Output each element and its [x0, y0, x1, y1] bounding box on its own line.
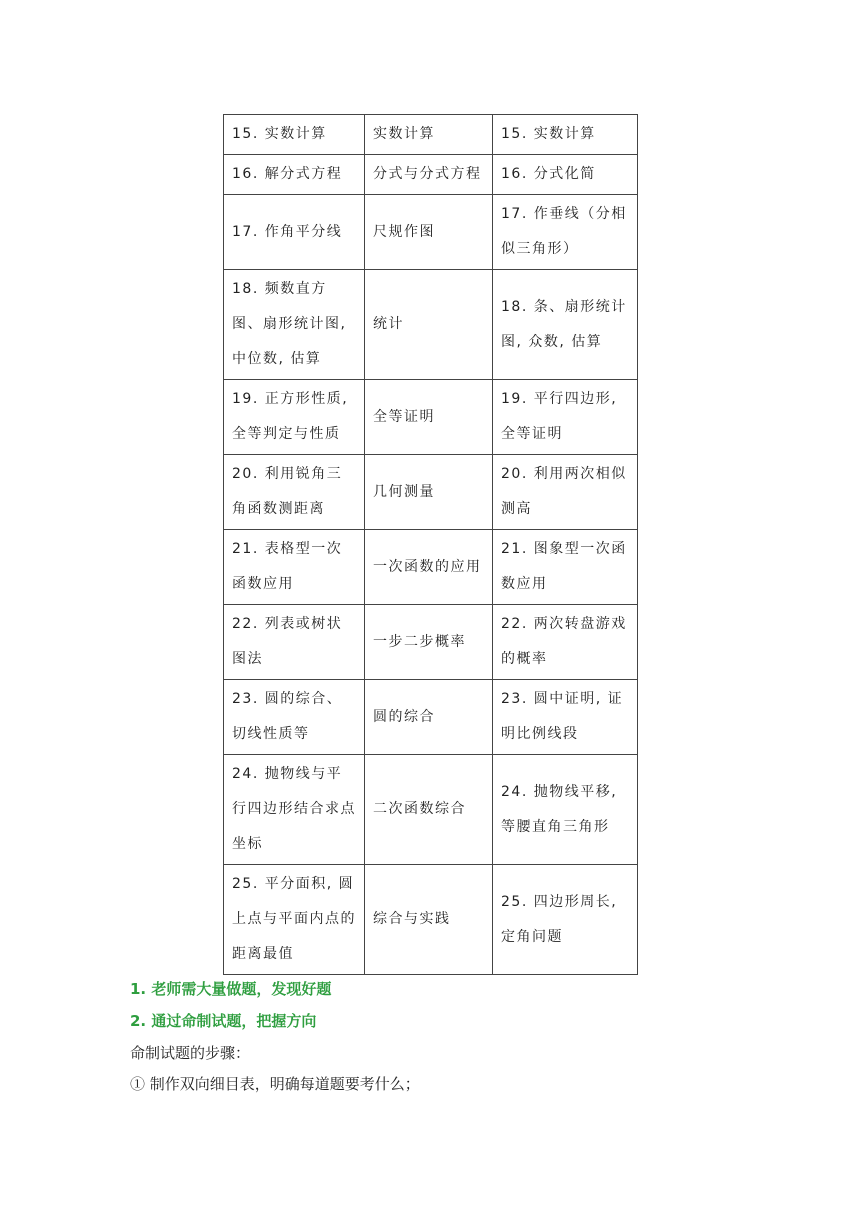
table-row — [224, 195, 638, 270]
table-cell: 18. 频数直方图、扇形统计图, 中位数, 估算 — [224, 270, 365, 380]
table-cell: 21. 图象型一次函数应用 — [493, 530, 638, 605]
table-cell: 20. 利用锐角三角函数测距离 — [224, 455, 365, 530]
table-cell: 24. 抛物线平移, 等腰直角三角形 — [493, 755, 638, 865]
table-row — [224, 115, 638, 155]
table-row — [224, 530, 638, 605]
table-cell: 24. 抛物线与平行四边形结合求点坐标 — [224, 755, 365, 865]
table-cell: 17. 作垂线（分相似三角形） — [493, 195, 638, 270]
table-cell: 全等证明 — [365, 380, 493, 455]
heading-1: 1. 老师需大量做题，发现好题 — [130, 980, 332, 998]
table-row — [224, 270, 638, 380]
table-cell: 15. 实数计算 — [224, 115, 365, 155]
table-cell: 一次函数的应用 — [365, 530, 493, 605]
table-row — [224, 455, 638, 530]
table-cell: 23. 圆中证明, 证明比例线段 — [493, 680, 638, 755]
comparison-table — [223, 114, 638, 975]
table-body — [224, 115, 638, 975]
table-cell: 21. 表格型一次函数应用 — [224, 530, 365, 605]
table-cell: 尺规作图 — [365, 195, 493, 270]
table-cell: 15. 实数计算 — [493, 115, 638, 155]
table-cell: 二次函数综合 — [365, 755, 493, 865]
table-cell: 统计 — [365, 270, 493, 380]
table-cell: 分式与分式方程 — [365, 155, 493, 195]
table-cell: 25. 四边形周长, 定角问题 — [493, 865, 638, 975]
table-cell: 19. 正方形性质, 全等判定与性质 — [224, 380, 365, 455]
table-cell: 实数计算 — [365, 115, 493, 155]
steps-intro: 命制试题的步骤： — [130, 1044, 251, 1062]
table-row — [224, 380, 638, 455]
step-1: ① 制作双向细目表，明确每道题要考什么； — [130, 1075, 420, 1093]
table-cell: 22. 列表或树状图法 — [224, 605, 365, 680]
table-cell: 22. 两次转盘游戏的概率 — [493, 605, 638, 680]
table-row — [224, 680, 638, 755]
table-row — [224, 155, 638, 195]
table-cell: 25. 平分面积, 圆上点与平面内点的距离最值 — [224, 865, 365, 975]
table-cell: 一步二步概率 — [365, 605, 493, 680]
table-row — [224, 605, 638, 680]
table-cell: 20. 利用两次相似测高 — [493, 455, 638, 530]
table-cell: 18. 条、扇形统计图, 众数, 估算 — [493, 270, 638, 380]
table-row — [224, 865, 638, 975]
table-cell: 综合与实践 — [365, 865, 493, 975]
table-cell: 16. 分式化简 — [493, 155, 638, 195]
table-cell: 圆的综合 — [365, 680, 493, 755]
table-cell: 几何测量 — [365, 455, 493, 530]
table-cell: 19. 平行四边形, 全等证明 — [493, 380, 638, 455]
heading-2: 2. 通过命制试题，把握方向 — [130, 1012, 317, 1030]
table-row — [224, 755, 638, 865]
table-cell: 17. 作角平分线 — [224, 195, 365, 270]
table-cell: 16. 解分式方程 — [224, 155, 365, 195]
table-cell: 23. 圆的综合、切线性质等 — [224, 680, 365, 755]
